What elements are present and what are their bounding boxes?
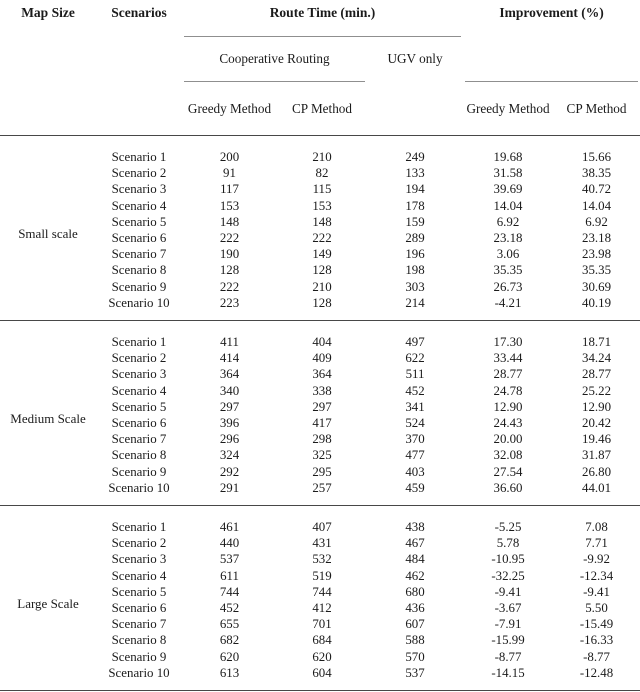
improvement-cp-value: 7.71 [585, 536, 608, 551]
improvement-cp-value: 28.77 [582, 367, 612, 382]
map-size-label: Small scale [18, 226, 78, 242]
route-time-greedy-value: 655 [219, 617, 240, 632]
improvement-cp-value: 40.19 [582, 295, 612, 310]
header-cooperative-routing: Cooperative Routing [219, 51, 330, 66]
route-time-cp-value: 295 [312, 464, 332, 479]
improvement-cp-value: 30.69 [582, 279, 612, 294]
route-time-greedy-value: 744 [219, 584, 240, 599]
improvement-greedy-value: 24.78 [493, 383, 523, 398]
table-row [0, 321, 640, 351]
route-time-greedy-value: 411 [220, 335, 239, 350]
route-time-greedy-value: 91 [223, 166, 236, 181]
improvement-greedy-value: 12.90 [493, 399, 523, 414]
route-time-greedy-value: 324 [219, 448, 240, 463]
route-time-cp-value: 364 [312, 367, 332, 382]
header-ugv-only: UGV only [387, 51, 443, 66]
improvement-greedy-value: 24.43 [493, 416, 523, 431]
scenario-label: Scenario 6 [111, 416, 167, 431]
header-improvement: Improvement (%) [499, 5, 604, 20]
table-row [0, 584, 640, 600]
improvement-cp-value: 40.72 [582, 182, 612, 197]
table-row [0, 447, 640, 463]
scenario-label: Scenario 6 [111, 231, 167, 246]
scenario-label: Scenario 7 [111, 247, 167, 262]
ugv-only-value: 159 [405, 214, 425, 229]
scenario-label: Scenario 1 [111, 150, 167, 164]
improvement-cp-value: 19.46 [582, 432, 612, 447]
table-row [0, 568, 640, 584]
improvement-cp-value: -16.33 [579, 633, 614, 648]
improvement-greedy-value: 6.92 [496, 214, 520, 229]
ugv-only-value: 462 [405, 568, 425, 583]
header-route-cp-method: CP Method [277, 82, 367, 136]
ugv-only-value: 133 [405, 166, 425, 181]
improvement-cp-value: 12.90 [582, 399, 612, 414]
route-time-cp-value: 210 [312, 150, 332, 164]
improvement-cp-value: 38.35 [582, 166, 612, 181]
header-row-top [0, 0, 640, 36]
route-time-greedy-value: 440 [219, 536, 240, 551]
scenario-label: Scenario 8 [111, 448, 167, 463]
route-time-greedy-value: 292 [219, 464, 240, 479]
ugv-only-value: 588 [405, 633, 425, 648]
header-scenarios: Scenarios [111, 5, 167, 20]
scenario-label: Scenario 4 [111, 383, 167, 398]
ugv-only-value: 537 [405, 665, 425, 680]
improvement-greedy-value: -32.25 [491, 568, 525, 583]
route-time-greedy-value: 128 [219, 263, 240, 278]
route-time-cp-value: 128 [312, 263, 332, 278]
route-time-greedy-value: 396 [219, 416, 240, 431]
route-time-cp-value: 338 [312, 383, 332, 398]
table-row [0, 415, 640, 431]
improvement-cp-value: 5.50 [585, 601, 608, 616]
improvement-greedy-value: 20.00 [493, 432, 523, 447]
ugv-only-value: 511 [405, 367, 425, 382]
header-improvement-cp-method: CP Method [553, 82, 640, 136]
improvement-greedy-value: 39.69 [493, 182, 523, 197]
scenario-label: Scenario 7 [111, 617, 167, 632]
ugv-only-value: 370 [405, 432, 425, 447]
scenario-label: Scenario 4 [111, 198, 167, 213]
scenario-label: Scenario 1 [111, 335, 167, 350]
route-time-greedy-value: 613 [219, 665, 240, 680]
improvement-greedy-value: -5.25 [494, 520, 522, 535]
scenario-label: Scenario 3 [111, 182, 167, 197]
route-time-greedy-value: 620 [219, 649, 240, 664]
scenario-label: Scenario 4 [111, 568, 167, 583]
route-time-greedy-value: 414 [219, 351, 240, 366]
ugv-only-value: 178 [405, 198, 425, 213]
map-size-label: Medium Scale [10, 411, 86, 427]
improvement-greedy-value: 27.54 [493, 464, 523, 479]
route-time-cp-value: 532 [312, 552, 332, 567]
route-time-cp-value: 519 [312, 568, 332, 583]
improvement-cp-value: 25.22 [582, 383, 612, 398]
improvement-cp-value: 31.87 [582, 448, 612, 463]
scenario-label: Scenario 3 [111, 552, 167, 567]
ugv-only-value: 477 [405, 448, 425, 463]
improvement-greedy-value: 35.35 [493, 263, 523, 278]
improvement-cp-value: -8.77 [583, 649, 610, 664]
scenario-label: Scenario 2 [111, 166, 167, 181]
improvement-cp-value: 34.24 [582, 351, 612, 366]
ugv-only-value: 341 [405, 399, 425, 414]
route-time-greedy-value: 452 [219, 601, 240, 616]
improvement-greedy-value: 33.44 [493, 351, 523, 366]
table-row [0, 399, 640, 415]
improvement-greedy-value: 19.68 [493, 150, 523, 164]
improvement-cp-value: 23.98 [582, 247, 612, 262]
route-time-greedy-value: 222 [219, 231, 240, 246]
route-time-cp-value: 257 [312, 480, 332, 495]
route-time-cp-value: 325 [312, 448, 332, 463]
table-row [0, 480, 640, 506]
improvement-cp-value: 14.04 [582, 198, 612, 213]
header-row-middle [0, 37, 640, 81]
ugv-only-value: 249 [405, 150, 425, 164]
route-time-greedy-value: 611 [220, 568, 239, 583]
scenario-label: Scenario 2 [111, 536, 167, 551]
table-row [0, 383, 640, 399]
improvement-greedy-value: -10.95 [491, 552, 525, 567]
improvement-cp-value: 26.80 [582, 464, 612, 479]
header-route-greedy-method: Greedy Method [182, 82, 277, 136]
improvement-greedy-value: -9.41 [494, 584, 522, 599]
ugv-only-value: 622 [405, 351, 425, 366]
route-time-greedy-value: 537 [219, 552, 240, 567]
ugv-only-value: 459 [405, 480, 425, 495]
ugv-only-value: 497 [405, 335, 425, 350]
improvement-greedy-value: 5.78 [496, 536, 520, 551]
route-time-cp-value: 115 [312, 182, 332, 197]
table-row [0, 366, 640, 382]
improvement-greedy-value: -8.77 [494, 649, 522, 664]
improvement-greedy-value: -14.15 [491, 665, 525, 680]
scenario-label: Scenario 9 [111, 464, 167, 479]
ugv-only-value: 452 [405, 383, 425, 398]
improvement-greedy-value: 17.30 [493, 335, 523, 350]
section-medium-scale [0, 321, 640, 506]
route-time-cp-value: 417 [312, 416, 332, 431]
table-row [0, 279, 640, 295]
scenario-label: Scenario 8 [111, 263, 167, 278]
route-time-cp-value: 407 [312, 520, 332, 535]
route-time-cp-value: 148 [312, 214, 332, 229]
route-time-cp-value: 684 [312, 633, 332, 648]
table-row [0, 431, 640, 447]
ugv-only-value: 214 [405, 295, 425, 310]
ugv-only-value: 303 [405, 279, 425, 294]
table-row [0, 616, 640, 632]
route-time-cp-value: 222 [312, 231, 332, 246]
route-time-cp-value: 297 [312, 399, 332, 414]
improvement-greedy-value: -15.99 [491, 633, 525, 648]
header-route-time: Route Time (min.) [269, 5, 376, 20]
route-time-cp-value: 620 [312, 649, 332, 664]
ugv-only-value: 196 [405, 247, 425, 262]
route-time-greedy-value: 200 [219, 150, 240, 164]
improvement-cp-value: -12.34 [579, 568, 614, 583]
map-size-label: Large Scale [17, 596, 79, 612]
improvement-cp-value: 44.01 [582, 480, 612, 495]
table-row [0, 600, 640, 616]
table-row [0, 165, 640, 181]
route-time-cp-value: 298 [312, 432, 332, 447]
route-time-greedy-value: 296 [219, 432, 240, 447]
route-time-greedy-value: 190 [219, 247, 240, 262]
table-row [0, 350, 640, 366]
table-header [0, 0, 640, 136]
header-improvement-greedy-method: Greedy Method [463, 82, 553, 136]
route-time-greedy-value: 223 [219, 295, 240, 310]
table-row [0, 295, 640, 321]
header-row-methods [0, 82, 640, 136]
route-time-cp-value: 744 [312, 584, 332, 599]
route-time-cp-value: 701 [312, 617, 332, 632]
ugv-only-value: 436 [405, 601, 425, 616]
improvement-cp-value: -15.49 [579, 617, 614, 632]
route-time-cp-value: 409 [312, 351, 332, 366]
scenario-label: Scenario 10 [108, 480, 170, 495]
scenario-label: Scenario 9 [111, 279, 167, 294]
route-time-greedy-value: 364 [219, 367, 240, 382]
ugv-only-value: 524 [405, 416, 425, 431]
table-row [0, 506, 640, 536]
scenario-label: Scenario 2 [111, 351, 167, 366]
route-time-cp-value: 82 [315, 166, 329, 181]
route-time-greedy-value: 117 [220, 182, 239, 197]
route-time-cp-value: 210 [312, 279, 332, 294]
table-row [0, 136, 640, 166]
scenario-label: Scenario 10 [108, 295, 170, 310]
scenario-label: Scenario 7 [111, 432, 167, 447]
improvement-cp-value: 18.71 [582, 335, 612, 350]
route-time-cp-value: 149 [312, 247, 332, 262]
route-time-greedy-value: 148 [219, 214, 240, 229]
improvement-cp-value: 23.18 [582, 231, 612, 246]
table-row [0, 262, 640, 278]
improvement-greedy-value: 26.73 [493, 279, 523, 294]
section-small-scale [0, 136, 640, 321]
improvement-cp-value: -12.48 [579, 665, 614, 680]
table-row [0, 665, 640, 691]
ugv-only-value: 570 [405, 649, 425, 664]
section-large-scale [0, 506, 640, 691]
improvement-greedy-value: 28.77 [493, 367, 523, 382]
scenario-label: Scenario 5 [111, 584, 167, 599]
table-row [0, 464, 640, 480]
table-row [0, 181, 640, 197]
improvement-cp-value: -9.92 [583, 552, 610, 567]
header-map-size: Map Size [21, 5, 75, 20]
table-row [0, 246, 640, 262]
improvement-cp-value: -9.41 [583, 584, 610, 599]
ugv-only-value: 607 [405, 617, 425, 632]
route-time-greedy-value: 682 [219, 633, 240, 648]
route-time-cp-value: 431 [312, 536, 332, 551]
ugv-only-value: 289 [405, 231, 425, 246]
ugv-only-value: 467 [405, 536, 425, 551]
route-time-cp-value: 604 [312, 665, 332, 680]
route-time-cp-value: 412 [312, 601, 332, 616]
table-row [0, 632, 640, 648]
improvement-cp-value: 7.08 [585, 520, 608, 535]
route-time-greedy-value: 297 [219, 399, 240, 414]
scenario-label: Scenario 1 [111, 520, 167, 535]
improvement-greedy-value: -4.21 [494, 295, 522, 310]
scenario-label: Scenario 5 [111, 399, 167, 414]
table-row [0, 535, 640, 551]
ugv-only-value: 438 [405, 520, 425, 535]
improvement-greedy-value: 36.60 [493, 480, 523, 495]
table-row [0, 649, 640, 665]
route-time-cp-value: 128 [312, 295, 332, 310]
table-row [0, 230, 640, 246]
ugv-only-value: 680 [405, 584, 425, 599]
ugv-only-value: 484 [405, 552, 425, 567]
improvement-greedy-value: -3.67 [494, 601, 522, 616]
ugv-only-value: 403 [405, 464, 425, 479]
route-time-greedy-value: 153 [219, 198, 240, 213]
route-time-greedy-value: 461 [219, 520, 240, 535]
scenario-label: Scenario 10 [108, 665, 170, 680]
improvement-greedy-value: 32.08 [493, 448, 523, 463]
improvement-cp-value: 6.92 [585, 214, 608, 229]
route-time-cp-value: 404 [312, 335, 332, 350]
improvement-greedy-value: 14.04 [493, 198, 523, 213]
improvement-greedy-value: 23.18 [493, 231, 523, 246]
ugv-only-value: 198 [405, 263, 425, 278]
route-time-cp-value: 153 [312, 198, 332, 213]
improvement-greedy-value: 31.58 [493, 166, 523, 181]
ugv-only-value: 194 [405, 182, 425, 197]
scenario-label: Scenario 6 [111, 601, 167, 616]
route-time-greedy-value: 222 [219, 279, 240, 294]
route-time-greedy-value: 291 [219, 480, 240, 495]
scenario-label: Scenario 9 [111, 649, 167, 664]
scenario-label: Scenario 5 [111, 214, 167, 229]
route-time-greedy-value: 340 [219, 383, 240, 398]
table-row [0, 214, 640, 230]
table-row [0, 551, 640, 567]
improvement-cp-value: 15.66 [582, 150, 612, 164]
scenario-label: Scenario 8 [111, 633, 167, 648]
improvement-cp-value: 35.35 [582, 263, 612, 278]
improvement-greedy-value: -7.91 [494, 617, 522, 632]
scenario-label: Scenario 3 [111, 367, 167, 382]
improvement-greedy-value: 3.06 [496, 247, 520, 262]
improvement-cp-value: 20.42 [582, 416, 612, 431]
table-row [0, 198, 640, 214]
